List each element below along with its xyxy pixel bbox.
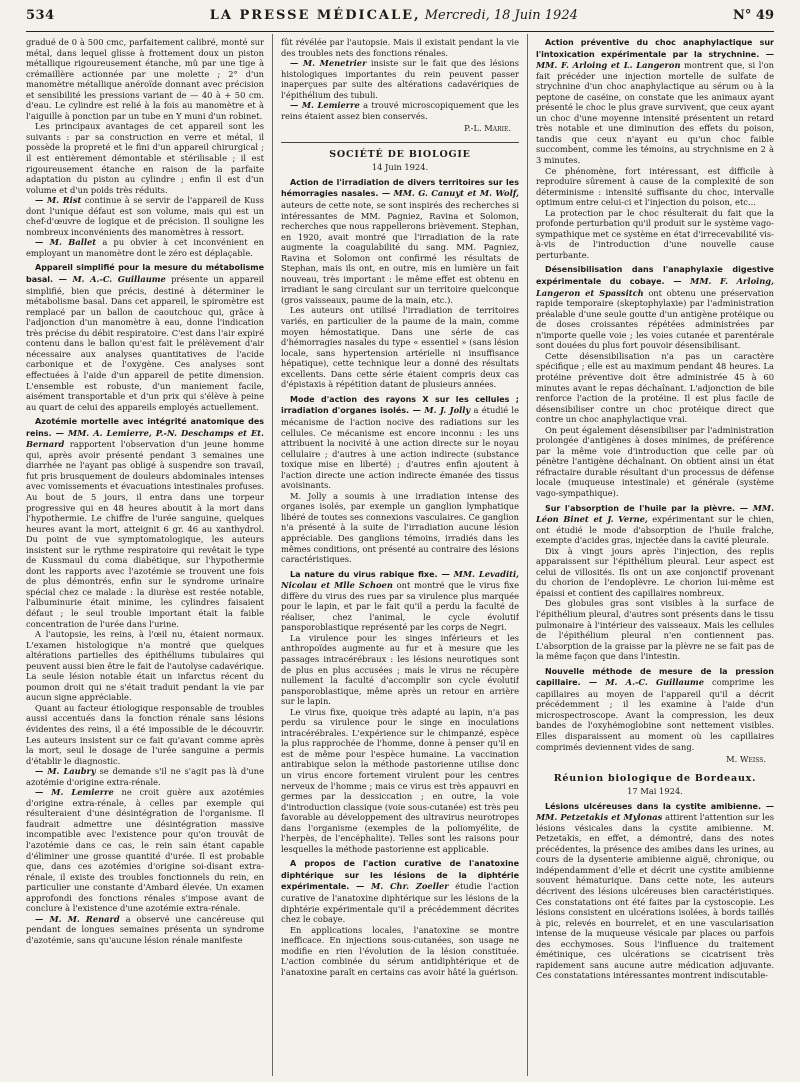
speaker: — M. J. Jolly bbox=[409, 405, 471, 416]
paragraph: Cette désensibilisation n'a pas un caractère spécifique ; elle est au maximum pendant 48 heures. La protéine préventive doit être administrée 45 à 60 minutes avant le repas déchaînant. L'adjonction de bile renforce l'action de la protéine. Il est plus facile de désensibiliser contre un choc protéique direct que contre un choc anaphylactique vrai. bbox=[535, 350, 774, 425]
paragraph bbox=[26, 195, 264, 237]
signature: M. Weiss. bbox=[726, 754, 766, 765]
paragraph bbox=[281, 569, 519, 633]
paragraph: On peut également désensibiliser par l'administration prolongée d'antigènes à doses minimes, de préférence par la même voie d'introduction que celle par où pénètre l'antigène déchaînant. On obtient ainsi un état réfractaire durable résultant d'un processus de défense locale (muqueuse intestinale) et générale (système vago-sympathique). bbox=[535, 424, 774, 498]
article-heading: Action préventive du choc anaphylactique sur l'intoxication expérimentale par la strychnine. bbox=[535, 38, 774, 59]
article-heading: Sur l'absorption de l'huile par la plèvre. bbox=[544, 503, 736, 513]
paragraph bbox=[281, 858, 519, 924]
article-heading: Désensibilisation dans l'anaphylaxie digestive expérimentale du cobaye. bbox=[535, 265, 774, 287]
paragraph-text: présente un appareil simplifié, bien que précis, destiné à déterminer le métabolisme basal. Dans cet appareil, le spiromètre est remplacé par un ballon de caoutchouc qui, grâce à l'adjonction d'un manomètre à eau, donne l'indication très précise du débit respiratoire. C'est dans l'air expiré contenu dans le ballon qu'est fait le prélèvement d'air nécessaire aux analyses quantitatives de l'acide carbonique et de l'oxygène. Ces analyses sont effectuées à l'aide d'un appareil de petite dimension. L'ensemble est robuste, d'un maniement facile, aisément transportable et d'un prix qui s'élève à peine au quart de celui des appareils employés actuellement. bbox=[26, 274, 265, 412]
article-heading: Appareil simplifié pour la mesure du métabolisme basal. bbox=[26, 263, 265, 285]
column-2 bbox=[281, 34, 519, 1076]
paragraph: A l'autopsie, les reins, à l'œil nu, étaient normaux. L'examen histologique n'a montré que quelques altérations partielles des épithéliums tubulaires qui peuvent aussi bien être le fait de l'autolyse cadavérique. La seule lésion notable était un infarctus récent du poumon droit qui ne s'était traduit pendant la vie par aucun signe appréciable. bbox=[26, 629, 265, 703]
column-1 bbox=[26, 34, 264, 1076]
paragraph bbox=[26, 237, 264, 258]
paragraph: Dix à vingt jours après l'injection, des replis apparaissent sur l'épithélium pleural. Leur aspect est celui de villosités. Ils ont un axe conjonctif provenant du chorion de l'endoplèvre. Le chorion lui-même est épaissi et contient des capillaires nombreux. bbox=[535, 545, 774, 598]
speaker: — M. Menetrier bbox=[289, 58, 367, 69]
paragraph: Quant au facteur étiologique responsable de troubles aussi accentués dans la fonction rénale sans lésions évidentes des reins, il a été impossible de le découvrir. Les auteurs insistent sur ce fait qu'avant comme après la mort, seul le dosage de l'urée sanguine a permis d'établir le diagnostic. bbox=[26, 702, 265, 766]
article-heading: A propos de l'action curative de l'anatoxine diphtérique sur les lésions de la diphtérie expérimentale. bbox=[280, 859, 519, 892]
speaker: — M. Rist bbox=[35, 195, 82, 206]
article-heading: Mode d'action des rayons X sur les cellules ; irradiation d'organes isolés. bbox=[280, 394, 519, 416]
speaker: — MM. Léon Binet et J. Verne, bbox=[535, 502, 774, 525]
paragraph bbox=[281, 394, 519, 491]
signature: P.-L. Marie. bbox=[464, 123, 511, 134]
section-date: 17 Mai 1924. bbox=[627, 785, 683, 796]
paragraph-text: expérimentant sur le chien, ont étudié le mode d'absorption de l'huile fraîche, exempte d'acides gras, injectée dans la cavité pleurale. bbox=[535, 514, 774, 546]
paragraph: Les auteurs ont utilisé l'irradiation de territoires variés, en particulier de la paume de la main, comme moyen hémostatique. Dans une série de cas d'hémorragies nasales du type « essentiel » (sans lésion locale, sans hypertension artérielle ni insuffisance hépatique), cette technique leur a donné des résultats excellents. Dans cette série étaient compris deux cas d'épistaxis à répétition datant de plusieurs années. bbox=[280, 305, 519, 390]
issue-date: Mercredi, 18 Juin 1924 bbox=[424, 8, 578, 23]
paragraph bbox=[536, 503, 774, 546]
paragraph: La protection par le choc résulterait du fait que la profonde perturbation qu'il produit sur le système vago-sympathique met ce système en état d'irrecevabilité vis-à-vis de l'introduction d'une nouvelle cause perturbante. bbox=[535, 207, 774, 260]
paragraph-text: étudie l'action curative de l'anatoxine diphtérique sur les lésions de la diphtérie expérimentale qu'il a précédemment décrites chez le cobaye. bbox=[280, 881, 519, 925]
paragraph-text: montrent que, si l'on fait précéder une injection mortelle de sulfate de strychnine d'un choc anaphylactique au sérum ou à la peptone de caséine, on constate que les animaux ayant présenté le choc le plus grave survivent, que ceux ayant un choc d'une moyenne intensité présentent un retard très notable et une diminution des effets du poison, tandis que ceux n'ayant eu qu'un choc faible succombent, comme les témoins, au strychnisme en 2 à 3 minutes. bbox=[535, 60, 774, 166]
paragraph: Le virus fixe, quoique très adapté au lapin, n'a pas perdu sa virulence pour le singe en inoculations intracérébrales. L'expérience sur le chimpanzé, espèce la plus rapprochée de l'homme, donne à penser qu'il en est de même pour l'espèce humaine. La vaccination antirabique selon la méthode pastorienne utilise donc un virus encore fortement virulent pour les centres nerveux de l'homme ; mais ce virus est très appauvri en germes par la dessiccation ; en outre, la voie d'introduction classique (voie sous-cutanée) est très peu favorable au développement des ultravirus neurotropes dans l'organisme (exemples de la poliomyélite, de l'herpès, de l'encéphalite). Telles sont les raisons pour lesquelles la méthode pastorienne est applicable. bbox=[280, 706, 519, 854]
paragraph bbox=[281, 58, 519, 100]
paragraph-text: attirent l'attention sur les lésions vésicales dans la cystite amibienne. M. Petzetakis, en effet, a démontré, dans des notes précédentes, la présence des amibes dans les urines, au cours de la dysenterie amibienne aiguë, chronique, ou indépendamment d'elle et décrit une cystite amibienne souvent hématurique. Dans cette note, les auteurs décrivent des lésions ulcéreuses bien caractéristiques. Ces constatations ont été faites par la cystoscopie. Les lésions consistent en ulcérations isolées, à bords taillés à pic, relevés en bourrelet, et en une vascularisation intense de la muqueuse vésicale par places ou parfois des ecchymoses. Sous l'influence du traitement émétinique, ces ulcérations se cicatrisent très rapidement sans aucune autre médication adjuvante. Ces constatations intéressantes montrent indiscutable- bbox=[535, 812, 774, 981]
issue-number: N° 49 bbox=[732, 8, 774, 23]
paragraph-text: auteurs de cette note, se sont inspirés des recherches si intéressantes de MM. Pagniez, Ravina et Solomon, recherches que nous rappellerons brièvement. Stephan, en 1920, avait montré que l'irradiation de la rate augmente la coagulabilité du sang. MM. Pagniez, Ravina et Solomon ont confirmé les résultats de Stephan, mais ils ont, en outre, mis en lumière un fait nouveau, très important : le même effet est obtenu en irradiant le sang circulant sur un territoire quelconque (gros vaisseaux, paume de la main, etc.). bbox=[280, 200, 519, 305]
speaker: — MM. F. Arloing et L. Langeron bbox=[535, 48, 774, 71]
speaker: — MM. Petzetakis et Mylonas bbox=[535, 800, 774, 823]
article-heading: La nature du virus rabique fixe. bbox=[289, 569, 438, 579]
speaker: — M. Lemierre bbox=[35, 787, 114, 798]
article-heading: Action de l'irradiation de divers territoires sur les hémorragies nasales. bbox=[280, 177, 519, 199]
paragraph-text: rapportent l'observation d'un jeune homme qui, après avoir présenté pendant 3 semaines une diarrhée ne l'ayant pas obligé à suspendre son travail, fut pris brusquement de douleurs abdominales intenses avec vomissements et évacuations intestinales profuses. Au bout de 5 jours, il entra dans une torpeur progressive qui en 48 heures aboutit à la mort dans l'hypothermie. Le chiffre de l'urée sanguine, quelques heures avant la mort, atteignit 6 gr. 46 au xanthydrol. Du point de vue symptomatologique, les auteurs insistent sur le rythme respiratoire qui revêtait le type de Kussmaul du coma diabétique, sur l'hypothermie dont les rapports avec l'azotémie se trouvent une fois de plus démontrés, enfin sur le syndrome urinaire spécial chez ce malade : la diurèse est restée notable, l'albuminurie était minime, les cylindres faisaient défaut ; le seul trouble important était la faible concentration de l'urée dans l'urine. bbox=[26, 439, 265, 629]
speaker: — MM. F. Arloing, Langeron et Spassitch bbox=[535, 276, 774, 298]
paragraph: Ce phénomène, fort intéressant, est difficile à reproduire sûrement à cause de la complexité de son déterminisme : intensité suffisante du choc, intervalle optimum entre celui-ci et l'injection du poison, etc... bbox=[535, 165, 774, 208]
page-header bbox=[26, 8, 774, 32]
speaker: — M. Lemierre bbox=[289, 100, 360, 111]
speaker: — M. A.-C. Guillaume bbox=[53, 274, 166, 285]
page-number: 534 bbox=[26, 8, 55, 23]
speaker: — MM. Levaditi, Nicolau et Mlle Schoen bbox=[280, 568, 519, 591]
paragraph-text: a étudié le mécanisme de l'action nocive des radiations sur les cellules. Ce mécanisme est encore inconnu : les uns attribuent la nocivité à une action directe sur le noyau cellulaire ; d'autres à une action indirecte (substance toxique mise en liberté) ; d'autres enfin ajoutent à l'action directe une action indirecte émanée des tissus avoisinants. bbox=[280, 405, 519, 491]
column-3 bbox=[536, 34, 774, 1076]
column-divider bbox=[527, 34, 528, 1076]
speaker: — M. A.-C. Guillaume bbox=[580, 677, 704, 688]
paragraph-text: a observé une cancéreuse qui pendant de longues semaines présenta un syndrome d'azotémie, sans qu'aucune lésion rénale manifeste bbox=[26, 913, 265, 945]
paragraph bbox=[536, 801, 774, 981]
speaker: — M. M. Renard bbox=[35, 913, 120, 924]
paragraph bbox=[26, 914, 264, 946]
paragraph-text: a pu obvier à cet inconvénient en employant un manomètre dont le zéro est déplaçable. bbox=[26, 237, 265, 258]
paragraph: Les principaux avantages de cet appareil sont les suivants : par sa construction en verre et métal, il possède la propreté et le fini d'un appareil chirurgical ; il est entièrement démontable et stérilisable ; il est rigoureusement étanche en raison de la parfaite adaptation du piston au cylindre ; enfin il est d'un volume et d'un poids très réduits. bbox=[26, 121, 265, 195]
section-date: 14 Juin 1924. bbox=[371, 161, 429, 172]
paragraph: En applications locales, l'anatoxine se montre inefficace. En injections sous-cutanées, son usage ne modifie en rien l'évolution de la lésion constituée. L'action combinée du sérum antidiphtérique et de l'anatoxine paraît en certains cas avoir hâté la guérison. bbox=[280, 924, 519, 977]
speaker: — M. Ballet bbox=[35, 237, 97, 248]
paragraph-text: comprime les capillaires au moyen de l'appareil qu'il a décrit précédemment ; il les examine à l'aide d'un microspectroscope. Avant la compression, les deux bandes de l'oxyhémoglobine sont nettement visibles. Elles disparaissent au moment où les capillaires comprimés deviennent vides de sang. bbox=[535, 677, 774, 752]
article-columns bbox=[26, 34, 774, 1076]
speaker: — M. Chr. Zoeller bbox=[349, 881, 449, 892]
section-title: SOCIÉTÉ DE BIOLOGIE bbox=[281, 142, 519, 160]
paragraph-text: ne croit guère aux azotémies d'origine extra-rénale, à celles par exemple qui résulteraient d'une désintégration de l'organisme. Il faudrait admettre une désintégration massive incompatible avec l'existence pour qu'on trouvât de l'azotémie dans ce cas, le rein sain étant capable d'éliminer une grosse quantité d'urée. Il est probable que, dans ces azotémies d'origine soi-disant extra-rénale, il existe des troubles fonctionnels du rein, en particulier une constante d'Ambard élevée. Un examen approfondi des fonctions rénales s'impose avant de conclure à l'existence d'une azotémie extra-rénale. bbox=[26, 787, 265, 914]
paragraph-text: se demande s'il ne s'agit pas là d'une azotémie d'origine extra-rénale. bbox=[26, 766, 265, 787]
paragraph bbox=[26, 262, 264, 412]
paragraph bbox=[281, 100, 519, 121]
paragraph: M. Jolly a soumis à une irradiation intense des organes isolés, par exemple un ganglion lymphatique libéré de toutes ses connexions vasculaires. Ce ganglion n'a présenté à la suite de l'irradiation aucune lésion appréciable. Des ganglions témoins, irradiés dans les mêmes conditions, ont présenté au contraire des lésions caractéristiques. bbox=[280, 490, 519, 565]
paragraph bbox=[26, 766, 264, 787]
paragraph: La virulence pour les singes inférieurs et les anthropoïdes augmente au fur et à mesure que les passages intracérébraux : les lésions neurotiques sont de plus en plus accusées ; mais le virus ne récupère nullement la faculté d'accomplir son cycle évolutif pansporoblastique, même après un retour en arrière sur le lapin. bbox=[280, 632, 519, 707]
article-heading: Azotémie mortelle avec intégrité anatomique des reins. bbox=[26, 417, 265, 438]
paragraph: fût révélée par l'autopsie. Mais il existait pendant la vie des troubles nets des fonctions rénales. bbox=[280, 37, 519, 58]
speaker: — M. Laubry bbox=[35, 766, 96, 777]
speaker: — MM. G. Canuyt et M. Wolf, bbox=[378, 188, 519, 199]
paragraph-text: continue à se servir de l'appareil de Kuss dont l'unique défaut est son volume, mais qui est un chef-d'œuvre de logique et de précision. Il souligne les nombreux inconvénients des manomètres à ressort. bbox=[26, 195, 265, 237]
column-divider bbox=[272, 34, 273, 1076]
paragraph bbox=[536, 37, 774, 166]
paragraph bbox=[536, 666, 774, 752]
paragraph: gradué de 0 à 500 cmc, parfaitement calibré, monté sur métal, dans lequel glisse à frottement doux un piston métallique rigoureusement étanche, mû par une tige à crémaillère actionnée par une molette ; 2° d'un manomètre métallique anéroïde donnant avec précision et sensibilité les pressions variant de — 40 à + 50 cm. d'eau. Le cylindre est relié à la fois au manomètre et à l'aiguille à ponction par un tube en Y muni d'un robinet. bbox=[26, 37, 265, 121]
paragraph-text: insiste sur le fait que des lésions histologiques importantes du rein peuvent passer inaperçues par suite des altérations cadavériques de l'épithélium des tubuli. bbox=[280, 58, 519, 100]
paragraph bbox=[26, 416, 264, 629]
running-title bbox=[210, 8, 578, 23]
paragraph-text: ont montré que le virus fixe diffère du virus des rues par sa virulence plus marquée pour le lapin, et par le fait qu'il a perdu la faculté de réaliser, chez l'animal, le cycle évolutif pansporoblastique représenté par les corps de Negri. bbox=[280, 580, 519, 633]
journal-name: LA PRESSE MÉDICALE, bbox=[209, 8, 421, 23]
article-heading: Nouvelle méthode de mesure de la pression capillaire. bbox=[535, 666, 774, 688]
paragraph bbox=[281, 177, 519, 306]
paragraph-text: ont obtenu une préservation rapide temporaire (skeptophylaxie) par l'administration préalable d'une seule goutte d'un antigène protéique ou de doses croissantes répétées administrées par n'importe quelle voie ; les voies cutanée et parentérale sont douées du plus fort pouvoir désensibilisant. bbox=[535, 287, 774, 351]
article-heading: Lésions ulcéreuses dans la cystite amibienne. bbox=[544, 801, 761, 811]
paragraph bbox=[536, 264, 774, 350]
paragraph: Des globules gras sont visibles à la surface de l'épithélium pleural, d'autres sont présents dans le tissu pulmonaire à l'intérieur des vaisseaux. Mais les cellules de l'épithélium pleural n'en contiennent pas. L'absorption de la graisse par la plèvre ne se fait pas de la même façon que dans l'intestin. bbox=[535, 598, 774, 662]
speaker: — MM. A. Lemierre, P.-N. Deschamps et Et. Bernard bbox=[26, 427, 265, 450]
paragraph bbox=[26, 787, 264, 914]
paragraph-text: a trouvé microscopiquement que les reins étaient assez bien conservés. bbox=[280, 100, 519, 121]
section-title: Réunion biologique de Bordeaux. bbox=[553, 772, 757, 784]
